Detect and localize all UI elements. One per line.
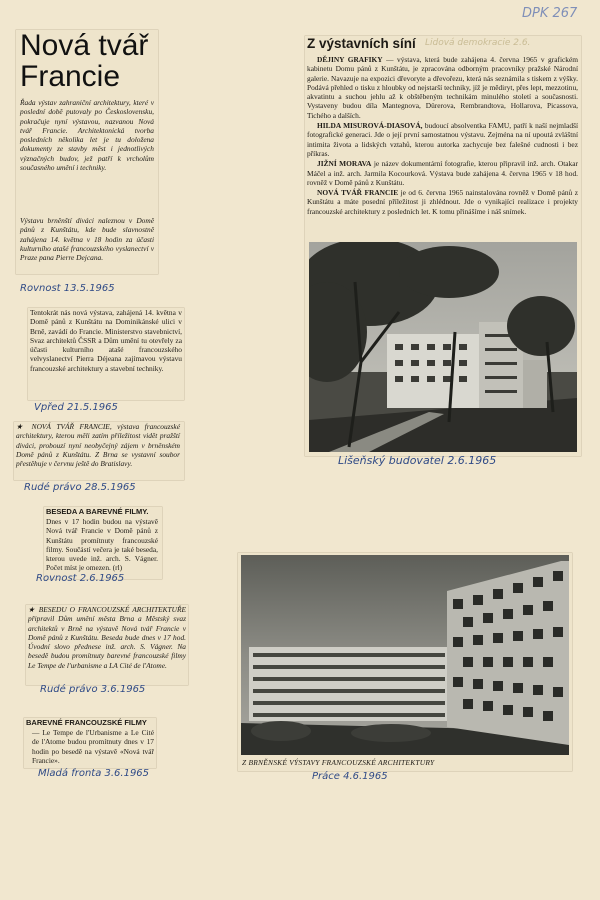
clipping-z-vystavnich-sini bbox=[305, 36, 581, 456]
paragraph-text: budoucí absolventka FAMU, patří k naší nejmladší fotografické generaci. Jde o její první samostatnou výstavu. Zejména na ní upoutá zvláštní intimita života a lidských vztahů, kterou autorka zachycuje bez falešné cudnosti i bez příkras. bbox=[307, 121, 579, 158]
article-lead: Řada výstav zahraniční architektury, které v poslední době putovaly po Československu, pokračuje nyní výstavou, nazvanou Nová tvář Francie. Architektonická tvorba posledních několika let je tu doložena dokumenty ze stavby měst i jednotlivých význačných budov, jež patří k vrcholům současného umění i techniky. bbox=[20, 98, 154, 173]
clipping-rovnost-2-6 bbox=[44, 507, 162, 579]
article-title: BAREVNÉ FRANCOUZSKÉ FILMY bbox=[26, 718, 147, 727]
source-note: Rovnost 2.6.1965 bbox=[36, 573, 125, 584]
source-note: Mladá fronta 3.6.1965 bbox=[38, 768, 150, 779]
article-body: — Le Tempe de l'Urbanisme a Le Cité de l'Atome budou promítnuty dnes v 17 hodin po besedě na výstavě «Nová tvář Francie». bbox=[32, 728, 154, 765]
paragraph-title: DĚJINY GRAFIKY bbox=[317, 55, 383, 64]
source-note: Práce 4.6.1965 bbox=[312, 771, 388, 782]
article-body: ★ NOVÁ TVÁŘ FRANCIE, výstava francouzské architektury, kterou měli zatím příležitost vidět pražští diváci, probouzí nyní neobyčejný zájem v brněnském Domě pánů z Kunštátu. Z Brna se vystavní soubor přestěhuje v červnu ještě do Bratislavy. bbox=[16, 422, 180, 469]
source-note: Rudé právo 28.5.1965 bbox=[24, 482, 136, 493]
source-note: Vpřed 21.5.1965 bbox=[34, 402, 118, 413]
clipping-mlada-fronta-3-6 bbox=[24, 718, 156, 768]
paragraph-title: NOVÁ TVÁŘ FRANCIE bbox=[317, 188, 399, 198]
paragraph-text: — výstava, která bude zahájena 4. června 1965 v grafickém kabinetu Domu pánů z Kunštátu, je zpracována odborným pracovníky pražské Národní galerie. Navazuje na expozici dřevoryte a dřevořezu, která nás seznámila s tiskem z výšky. Podává přehled o tisku z hloubky od nejstarší techniky, jíž je mědiryt, přes lept, mezzotinu, akvatintu a suchou jehlu až k obštěbeným technikám minulého století a současnosti. Vystaveny budou díla Mantegnova, Dürerova, Rembrandtova, Hollarova, Picassova, Tichého a dalších. bbox=[307, 55, 578, 120]
section-heading: Z výstavních síní bbox=[307, 36, 416, 51]
text-block bbox=[307, 55, 578, 216]
margin-note: Lidová demokracie 2.6. bbox=[425, 38, 531, 48]
article-body: Výstavu brněnští diváci naleznou v Domě pánů z Kunštátu, kde bude slavnostně zahájena 14. května v 18 hodin za účasti kulturního atašé francouzského vyslanectví v Praze pana Pierre Dejcana. bbox=[20, 216, 154, 263]
article-body: ★ BESEDU O FRANCOUZSKÉ ARCHITEKTUŘE připravil Dům umění města Brna a Městský svaz architektů v Brně na výstavě Nová tvář Francie v Domě pánů z Kunštátu. Beseda bude dnes v 17 hod. Úvodní slovo přednese inž. arch. S. Vágner. Na besedě budou promítnuty barevné francouzské filmy Le Tempe de l'urbanisme a LA Cité de l'Atome. bbox=[28, 605, 186, 670]
clipping-prace-4-6 bbox=[238, 553, 572, 771]
paragraph-title: JIŽNÍ MORAVA bbox=[317, 159, 372, 169]
source-note: Rovnost 13.5.1965 bbox=[20, 283, 115, 294]
clipping-rovnost-13-5 bbox=[16, 30, 158, 274]
paragraph-text: je od 6. června 1965 nainstalována rovněž v Domě pánů z Kunštátu a máte posední příležitost ji zhlédnout. Jde o vynikající realizace i projekty francouzské architektury z posledních let. K tomu přinášíme i náš snímek. bbox=[307, 188, 578, 216]
article-headline: Nová tvář Francie bbox=[20, 29, 149, 93]
clipping-rude-pravo-28-5 bbox=[14, 422, 184, 480]
paragraph-text: je název dokumentární fotografie, kterou připravil inž. arch. Otakar Máčel a inž. arch. Jarmila Kocourková. Výstava bude zahájena 4. června 1965 v 18 hod. rovněž v Domě pánů z Kunštátu. bbox=[307, 159, 578, 187]
article-body: Tentokrát nás nová výstava, zahájená 14. května v Domě pánů z Kunštátu na Dominikánské ulici v Brně, zavádí do Francie. Ministerstvo stavebnictví, Svaz architektů ČSSR a Dům umění tu otevřely za účasti kulturního atašé francouzského velvyslanectví Pierra Déjeana zajímavou výstavu francouzské architektury a stavební techniky. bbox=[30, 308, 182, 373]
source-note: Lišeňský budovatel 2.6.1965 bbox=[338, 454, 497, 467]
photo-caption: Z BRNĚNSKÉ VÝSTAVY FRANCOUZSKÉ ARCHITEKTURY bbox=[242, 758, 435, 767]
clipping-rude-pravo-3-6 bbox=[26, 605, 188, 685]
archive-mark: DPK 267 bbox=[522, 6, 578, 21]
building-photo bbox=[309, 242, 577, 452]
clipping-vpred-21-5 bbox=[28, 308, 184, 400]
housing-photo bbox=[241, 555, 569, 755]
article-body: Dnes v 17 hodin budou na výstavě Nová tvář Francie v Domě pánů z Kunštátu promítnuty francouzské filmy. Součástí večera je také beseda, kterou uvede inž. arch. S. Vágner. Počet míst je omezen. (rl) bbox=[46, 517, 158, 573]
source-note: Rudé právo 3.6.1965 bbox=[40, 684, 146, 695]
paragraph-title: HILDA MISUROVÁ-DIASOVÁ, bbox=[317, 121, 423, 131]
article-title: BESEDA A BAREVNÉ FILMY. bbox=[46, 507, 149, 516]
